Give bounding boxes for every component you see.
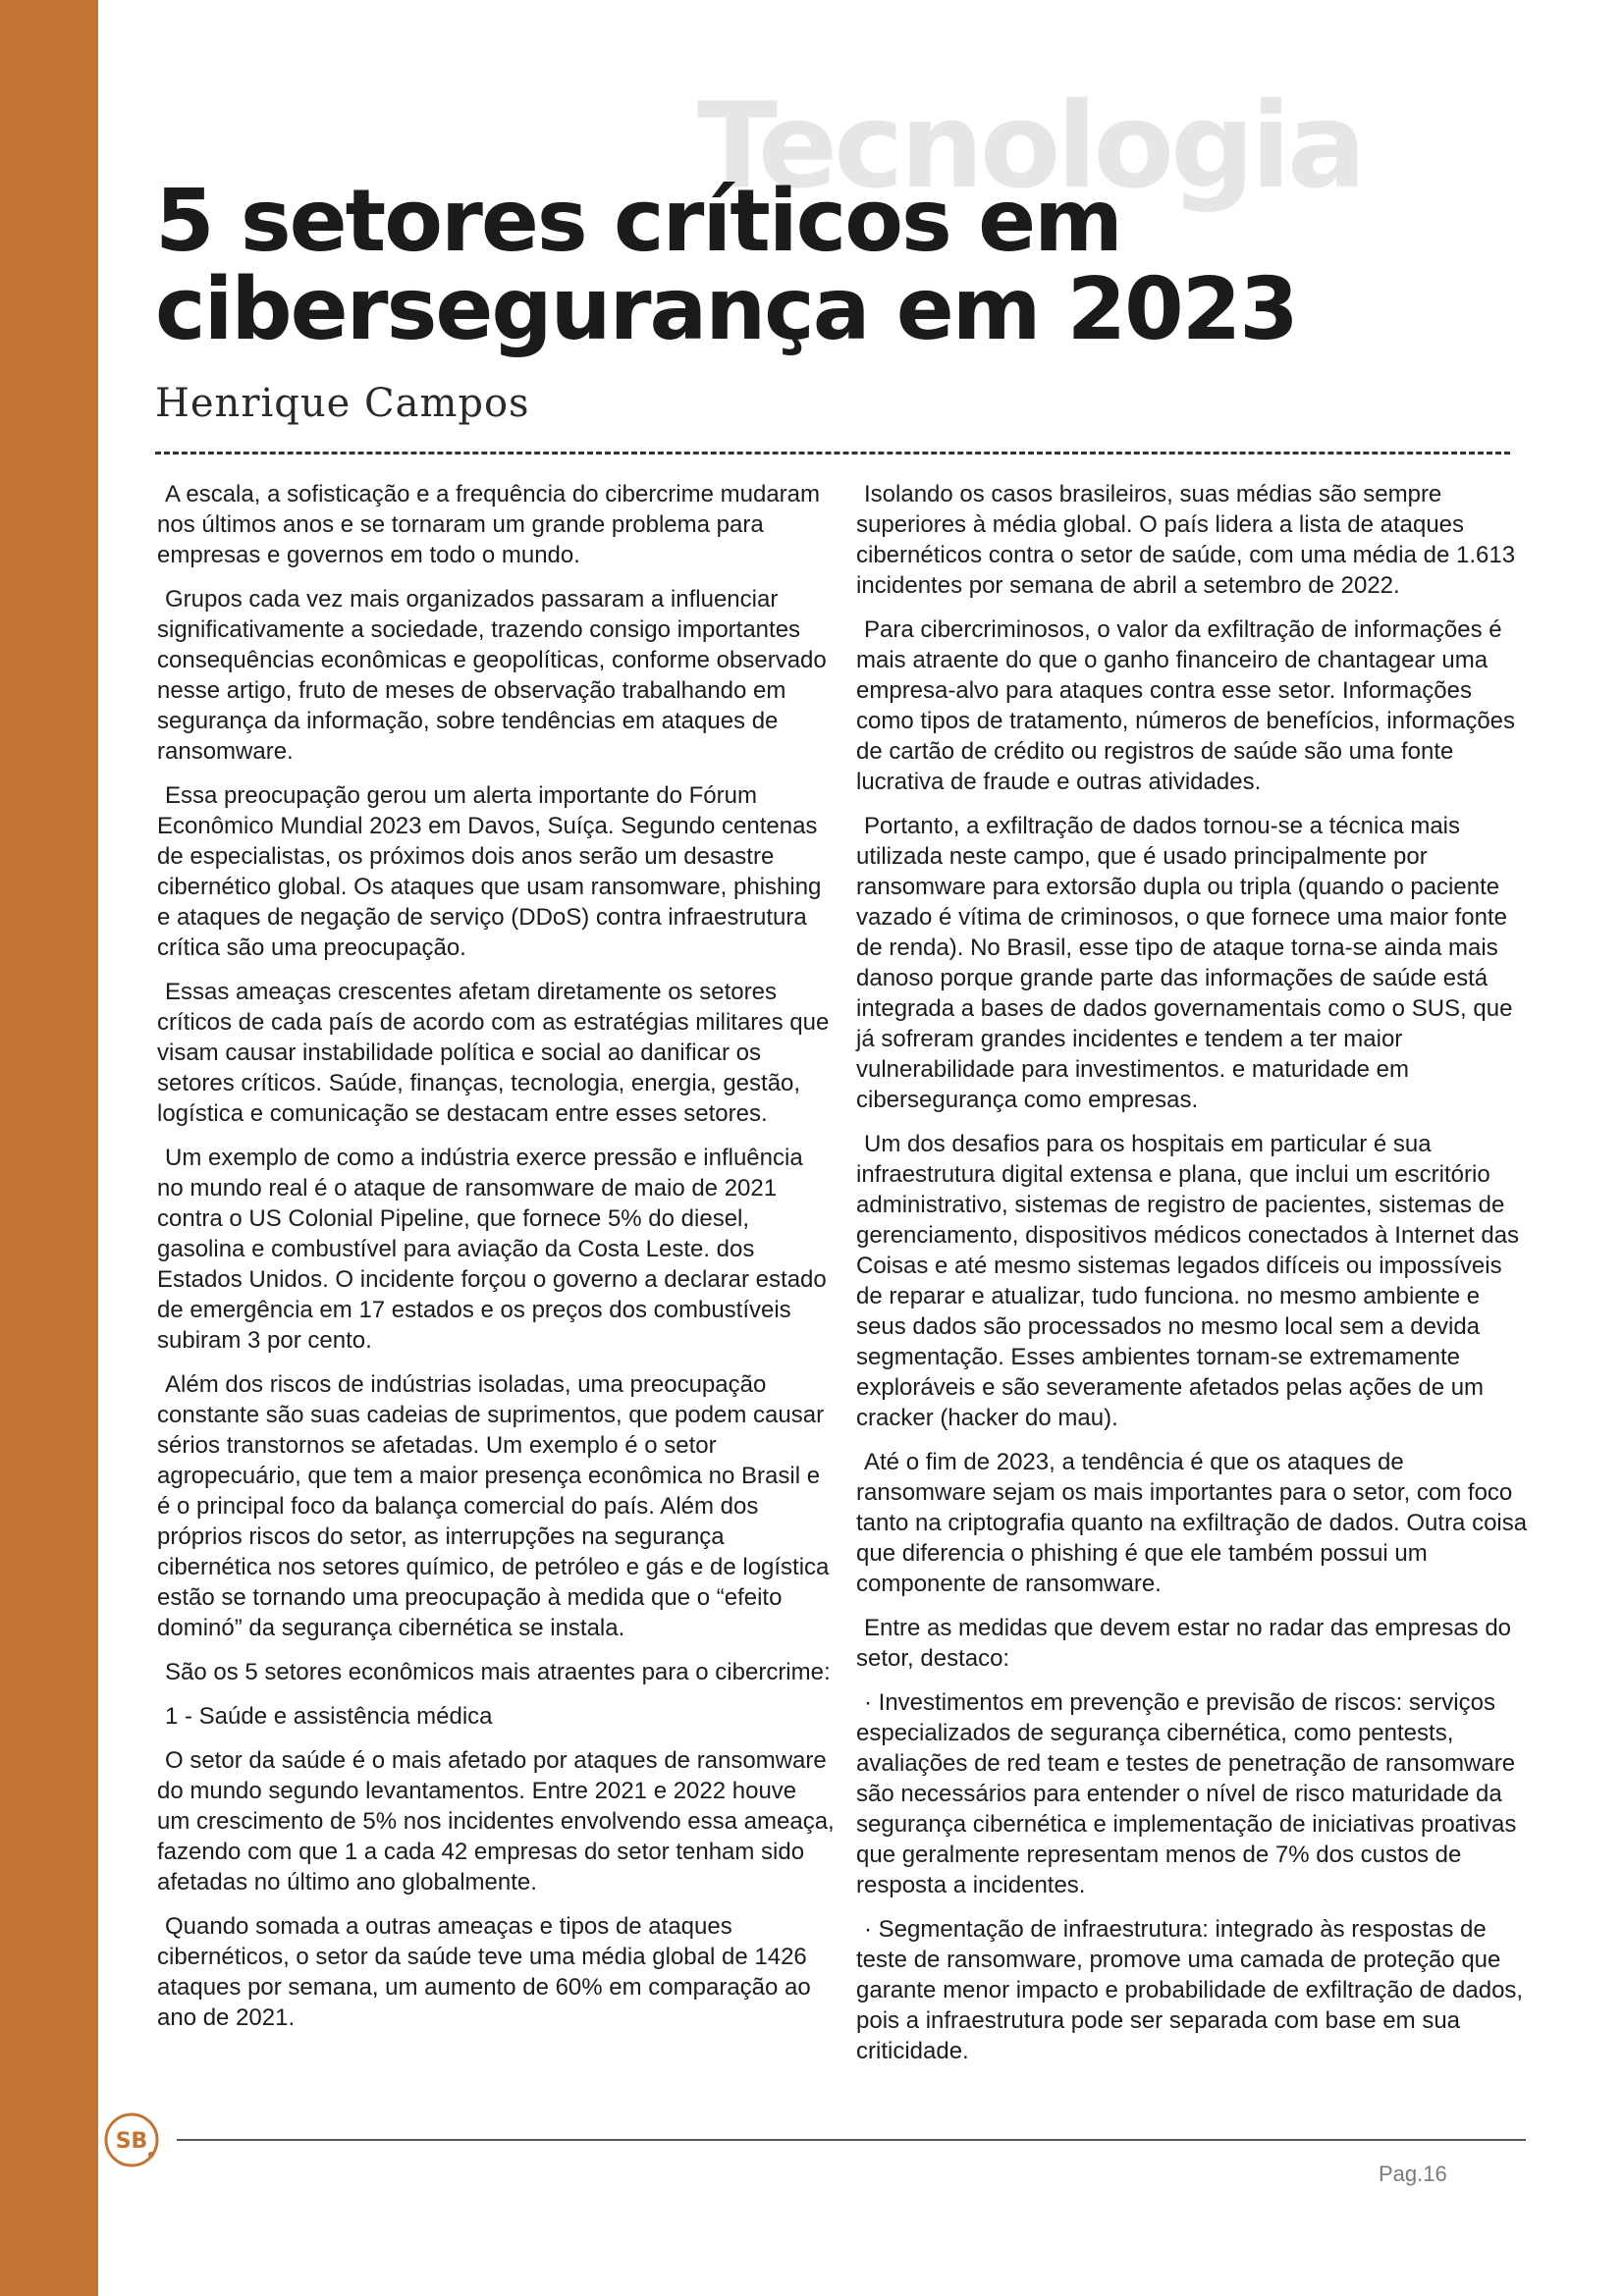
- sb-logo-icon: [102, 2110, 161, 2169]
- paragraph: Isolando os casos brasileiros, suas médias são sempre superiores à média global. O país lidera a lista de ataques cibernéticos contra o setor de saúde, com uma média de 1.613 incidentes por semana de abril a setembro de 2022.: [856, 481, 1516, 599]
- paragraph: Quando somada a outras ameaças e tipos de ataques cibernéticos, o setor da saúde teve uma média global de 1426 ataques por semana, um aumento de 60% em comparação ao ano de 2021.: [157, 1913, 811, 2031]
- dashed-divider: [155, 452, 1510, 454]
- article-title: [155, 171, 1530, 359]
- paragraph: Entre as medidas que devem estar no radar das empresas do setor, destaco:: [856, 1615, 1512, 1672]
- paragraph: Além dos riscos de indústrias isoladas, uma preocupação constante são suas cadeias de suprimentos, que podem causar sérios transtornos se afetadas. Um exemplo é o setor agropecuário, que tem a maior presença econômica no Brasil e é o principal foco da balança comercial do país. Além dos próprios riscos do setor, as interrupções na segurança cibernética nos setores químico, de petróleo e gás e de logística estão se tornando uma preocupação à medida que o “efeito dominó” da segurança cibernética se instala.: [157, 1371, 830, 1641]
- paragraph: Essa preocupação gerou um alerta importante do Fórum Econômico Mundial 2023 em Davos, Suíça. Segundo centenas de especialistas, os próximos dois anos serão um desastre cibernético global. Os ataques que usam ransomware, phishing e ataques de negação de serviço (DDoS) contra infraestrutura crítica são uma preocupação.: [157, 782, 822, 961]
- sector-heading: 1 - Saúde e assistência médica: [165, 1703, 493, 1730]
- bullet-item: · Segmentação de infraestrutura: integrado às respostas de teste de ransomware, promove uma camada de proteção que garante menor impacto e probabilidade de exfiltração de dados, pois a infraestrutura pode ser separada com base em sua criticidade.: [856, 1916, 1524, 2064]
- author-name: Henrique Campos: [155, 381, 530, 426]
- bullet-item: · Investimentos em prevenção e previsão de riscos: serviços especializados de segurança cibernética, como pentests, avaliações de red team e testes de penetração de ransomware são necessários para entender o nível de risco maturidade da segurança cibernética e implementação de iniciativas proativas que geralmente representam menos de 7% dos custos de resposta a incidentes.: [856, 1689, 1517, 1898]
- logo-text: SB: [115, 2129, 148, 2154]
- section-label: Tecnologia: [697, 79, 1363, 215]
- paragraph: Um dos desafios para os hospitais em particular é sua infraestrutura digital extensa e plana, que inclui um escritório administrativo, sistemas de registro de pacientes, sistemas de gerenciamento, dispositivos médicos conectados à Internet das Coisas e até mesmo sistemas legados difíceis ou impossíveis de reparar e atualizar, tudo funciona. no mesmo ambiente e seus dados são processados no mesmo local sem a devida segmentação. Esses ambientes tornam-se extremamente exploráveis e são severamente afetados pelas ações de um cracker (hacker do mau).: [856, 1131, 1520, 1431]
- paragraph: Um exemplo de como a indústria exerce pressão e influência no mundo real é o ataque de ransomware de maio de 2021 contra o US Colonial Pipeline, que fornece 5% do diesel, gasolina e combustível para aviação da Costa Leste. dos Estados Unidos. O incidente forçou o governo a declarar estado de emergência em 17 estados e os preços dos combustíveis subiram 3 por cento.: [157, 1145, 827, 1354]
- paragraph: Essas ameaças crescentes afetam diretamente os setores críticos de cada país de acordo com as estratégias militares que visam causar instabilidade política e social ao danificar os setores críticos. Saúde, finanças, tecnologia, energia, gestão, logística e comunicação se destacam entre esses setores.: [157, 979, 830, 1127]
- paragraph: Até o fim de 2023, a tendência é que os ataques de ransomware sejam os mais importantes para o setor, com foco tanto na criptografia quanto na exfiltração de dados. Outra coisa que diferencia o phishing é que ele também possui um componente de ransomware.: [856, 1449, 1528, 1597]
- title-line-2: cibersegurança em 2023: [155, 259, 1297, 359]
- title-line-1: 5 setores críticos em: [155, 171, 1121, 271]
- left-column: [157, 479, 835, 2047]
- right-column: [856, 479, 1534, 2080]
- paragraph: O setor da saúde é o mais afetado por ataques de ransomware do mundo segundo levantamentos. Entre 2021 e 2022 houve um crescimento de 5% nos incidentes envolvendo essa ameaça, fazendo com que 1 a cada 42 empresas do setor tenham sido afetadas no último ano globalmente.: [157, 1747, 835, 1896]
- paragraph: São os 5 setores econômicos mais atraentes para o cibercrime:: [165, 1659, 831, 1685]
- side-accent-bar: [0, 0, 98, 2296]
- paragraph: A escala, a sofisticação e a frequência do cibercrime mudaram nos últimos anos e se tornaram um grande problema para empresas e governos em todo o mundo.: [157, 481, 820, 568]
- footer-rule: [177, 2139, 1526, 2141]
- paragraph: Grupos cada vez mais organizados passaram a influenciar significativamente a sociedade, trazendo consigo importantes consequências econômicas e geopolíticas, conforme observado nesse artigo, fruto de meses de observação trabalhando em segurança da informação, sobre tendências em ataques de ransomware.: [157, 586, 827, 765]
- paragraph: Portanto, a exfiltração de dados tornou-se a técnica mais utilizada neste campo, que é usado principalmente por ransomware para extorsão dupla ou tripla (quando o paciente vazado é vítima de criminosos, o que fornece uma maior fonte de renda). No Brasil, esse tipo de ataque torna-se ainda mais danoso porque grande parte das informações de saúde está integrada a bases de dados governamentais como o SUS, que já sofreram grandes incidentes e tendem a ter maior vulnerabilidade para investimentos. e maturidade em cibersegurança como empresas.: [856, 813, 1513, 1113]
- paragraph: Para cibercriminosos, o valor da exfiltração de informações é mais atraente do que o ganho financeiro de chantagear uma empresa-alvo para ataques contra esse setor. Informações como tipos de tratamento, números de benefícios, informações de cartão de crédito ou registros de saúde são uma fonte lucrativa de fraude e outras atividades.: [856, 616, 1516, 795]
- page-number: Pag.16: [1379, 2162, 1447, 2186]
